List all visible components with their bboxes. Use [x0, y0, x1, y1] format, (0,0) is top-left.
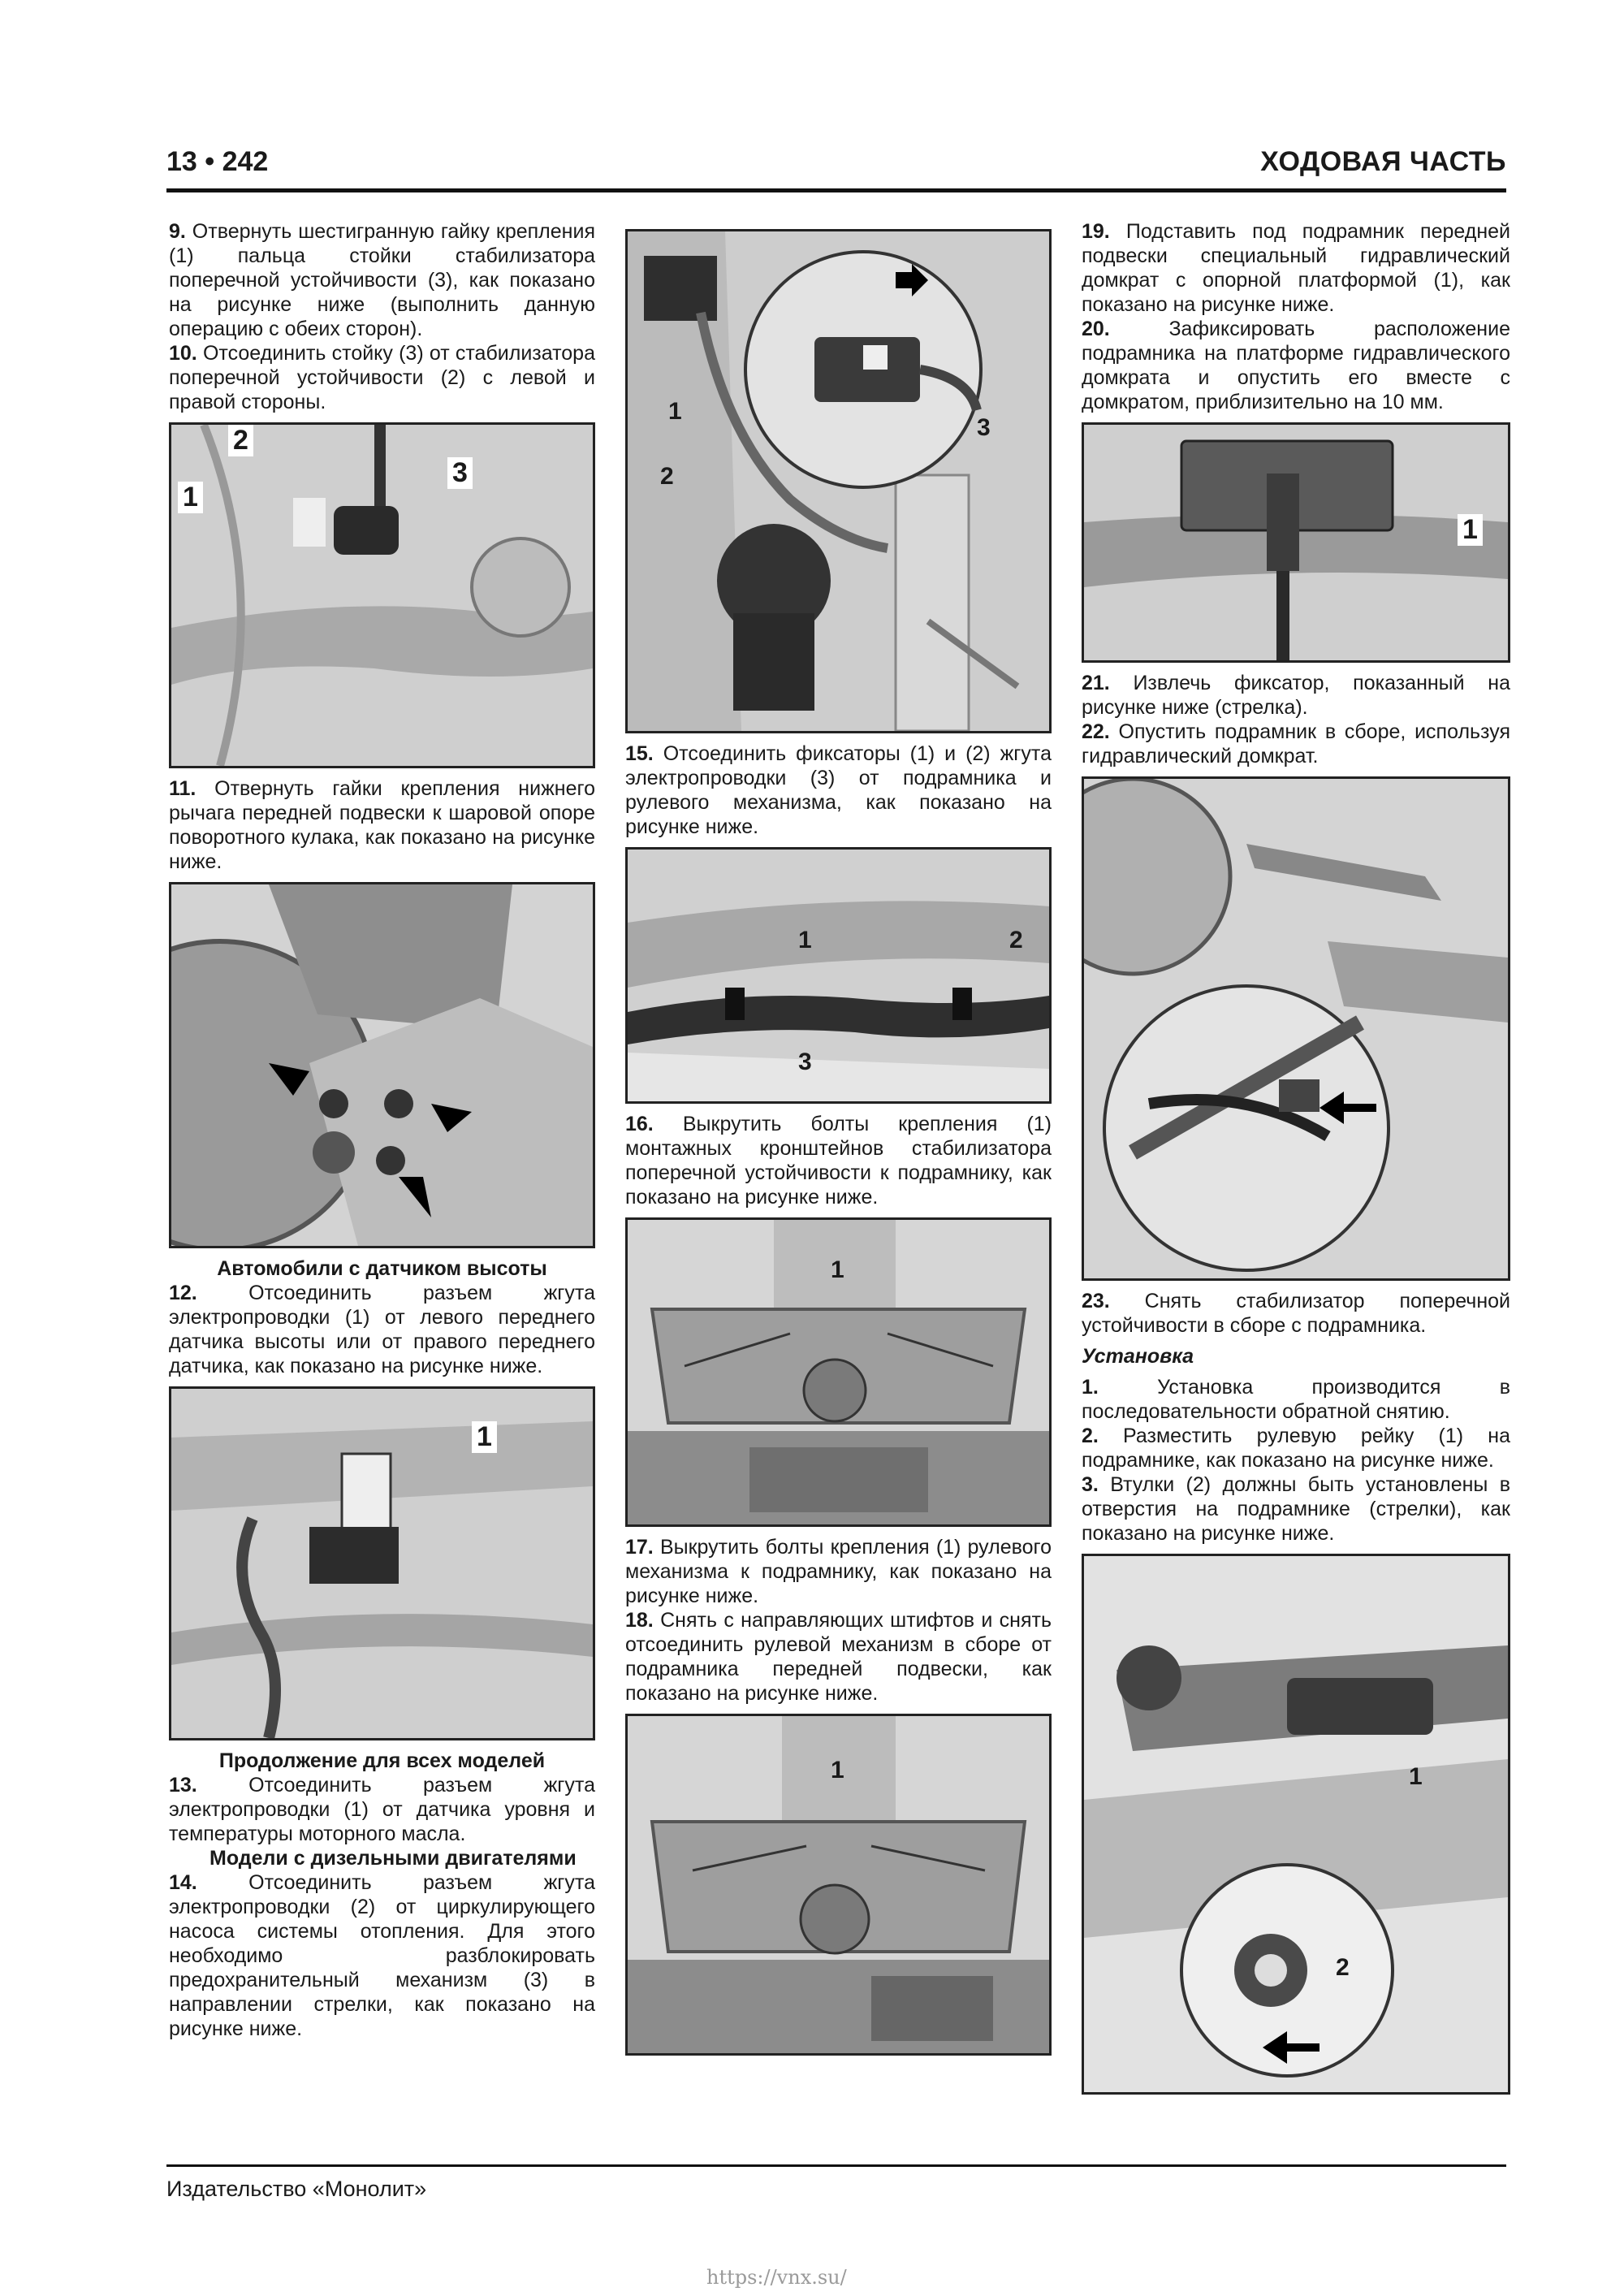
column-1	[169, 219, 595, 2041]
heading-height-sensor: Автомобили с датчиком высоты	[217, 1257, 547, 1280]
heading-all-models: Продолжение для всех моделей	[218, 1749, 546, 1772]
step-11: 11. Отвернуть гайки крепления нижнего рычага передней подвески к шаровой опоре поворотного кулака, как показано на рисунке ниже.	[169, 777, 595, 873]
page-number: 13 • 242	[166, 146, 269, 177]
step-16: 16. Выкрутить болты крепления (1) монтажных кронштейнов стабилизатора поперечной устойчивости к подрамнику, как показано на рисунке ниже.	[625, 1113, 1052, 1209]
step-19: 19. Подставить под подрамник передней подвески специальный гидравлический домкрат с опорной платформой (1), как показано на рисунке ниже.	[1082, 220, 1510, 316]
column-3	[1082, 219, 1510, 2103]
install-step-1: 1. Установка производится в последовательности обратной снятию.	[1082, 1376, 1510, 1423]
figure-stabilizer-link	[169, 422, 595, 768]
figure-jack-platform	[1082, 422, 1510, 663]
step-14: 14. Отсоединить разъем жгута электропроводки (2) от циркулирующего насоса системы отопления. Для этого необходимо разблокировать предохранительный механизм (3) в направлении стрелки, как показано на рисунке ниже.	[169, 1871, 595, 2040]
heading-installation: Установка	[1082, 1345, 1194, 1368]
figure-harness-clips	[625, 847, 1052, 1104]
callout-1: 1	[1409, 1763, 1423, 1790]
step-23: 23. Снять стабилизатор поперечной устойчивости в сборе с подрамника.	[1082, 1290, 1511, 1337]
callout-1: 1	[831, 1757, 844, 1784]
callout-2: 2	[1336, 1954, 1350, 1981]
step-21: 21. Извлечь фиксатор, показанный на рисунке ниже (стрелка).	[1082, 672, 1510, 719]
callout-1: 1	[668, 398, 682, 425]
callout-1: 1	[472, 1421, 497, 1453]
step-15: 15. Отсоединить фиксаторы (1) и (2) жгута электропроводки (3) от подрамника и рулевого механизма, как показано на рисунке ниже.	[625, 742, 1052, 838]
figure-connector-pump	[625, 229, 1052, 733]
install-step-3: 3. Втулки (2) должны быть установлены в отверстия на подрамнике (стрелки), как показано на рисунке ниже.	[1082, 1473, 1510, 1545]
figure-retainer-arrow	[1082, 776, 1510, 1281]
callout-3: 3	[977, 414, 991, 441]
callout-2: 2	[660, 463, 674, 490]
step-20: 20. Зафиксировать расположение подрамника на платформе гидравлического домкрата и опустить его вместе с домкратом, приблизительно на 10 мм.	[1082, 318, 1510, 413]
callout-1: 1	[178, 482, 203, 513]
step-12: 12. Отсоединить разъем жгута электропроводки (1) от левого переднего датчика высоты или от правого переднего датчика, как показано на рисунке ниже.	[169, 1282, 595, 1377]
step-10: 10. Отсоединить стойку (3) от стабилизатора поперечной устойчивости (2) с левой и правой стороны.	[169, 342, 595, 413]
figure-subframe-stabilizer-bolts	[625, 1217, 1052, 1527]
figure-ball-joint-nuts	[169, 882, 595, 1248]
publisher: Издательство «Монолит»	[166, 2177, 427, 2201]
heading-diesel: Модели с дизельными двигателями	[209, 1847, 577, 1870]
callout-2: 2	[1009, 927, 1023, 953]
section-title: ХОДОВАЯ ЧАСТЬ	[1260, 146, 1506, 177]
install-step-2: 2. Разместить рулевую рейку (1) на подрамнике, как показано на рисунке ниже.	[1082, 1425, 1510, 1472]
figure-steering-gear-bolts	[625, 1714, 1052, 2056]
figure-steering-rack-install	[1082, 1554, 1510, 2095]
callout-3: 3	[447, 457, 473, 489]
step-18: 18. Снять с направляющих штифтов и снять отсоединить рулевой механизм в сборе от подрамника передней подвески, как показано на рисунке ниже.	[625, 1609, 1052, 1705]
column-2	[625, 229, 1052, 2064]
figure-height-sensor	[169, 1386, 595, 1740]
callout-1: 1	[1458, 514, 1483, 546]
callout-1: 1	[798, 927, 812, 953]
footer-rule	[166, 2164, 1506, 2167]
source-url[interactable]: https://vnx.su/	[706, 2266, 847, 2289]
callout-2: 2	[228, 425, 253, 456]
callout-1: 1	[831, 1256, 844, 1283]
step-17: 17. Выкрутить болты крепления (1) рулевого механизма к подрамнику, как показано на рисунке ниже.	[625, 1536, 1052, 1607]
step-9: 9. Отвернуть шестигранную гайку крепления (1) пальца стойки стабилизатора поперечной устойчивости (3), как показано на рисунке ниже (выполнить данную операцию с обеих сторон).	[169, 220, 595, 340]
callout-3: 3	[798, 1049, 812, 1075]
header-rule	[166, 188, 1506, 192]
step-22: 22. Опустить подрамник в сборе, используя гидравлический домкрат.	[1082, 720, 1510, 767]
step-13: 13. Отсоединить разъем жгута электропроводки (1) от датчика уровня и температуры моторного масла.	[169, 1774, 595, 1845]
